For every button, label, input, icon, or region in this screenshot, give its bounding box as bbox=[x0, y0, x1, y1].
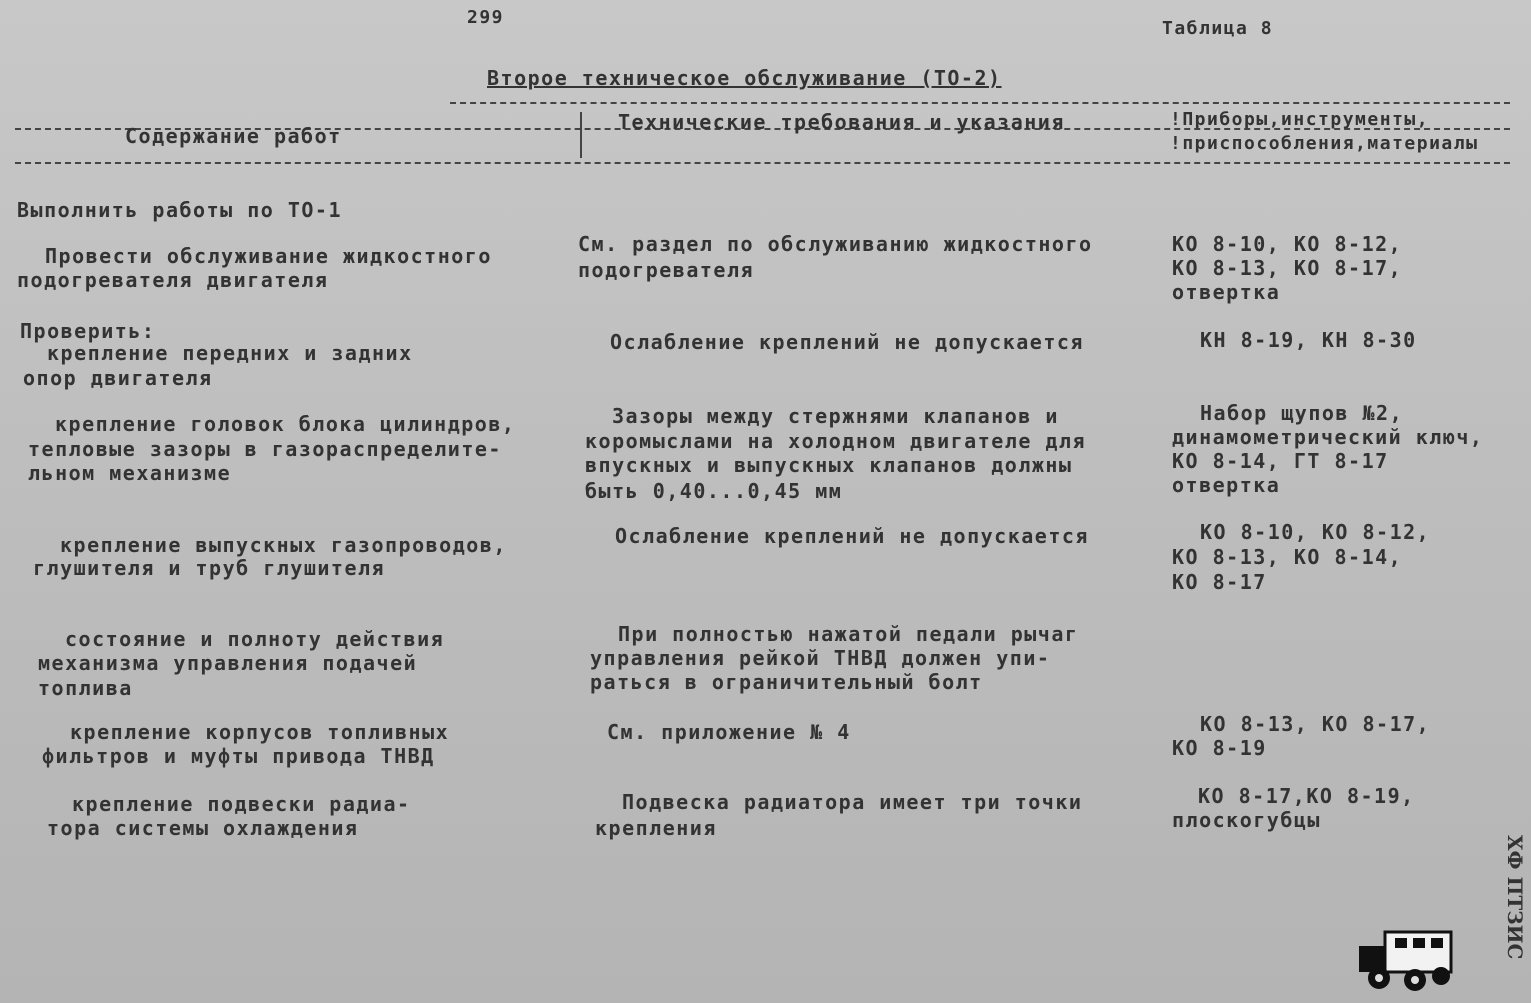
row-req-line: впускных и выпускных клапанов должны bbox=[585, 453, 1073, 477]
row-tools-line: КО 8-14, ГТ 8-17 bbox=[1172, 449, 1389, 473]
row-work-line: глушителя и труб глушителя bbox=[33, 556, 386, 580]
row-tools-line: КН 8-19, КН 8-30 bbox=[1200, 328, 1417, 352]
row-tools-line: плоскогубцы bbox=[1172, 808, 1321, 832]
header-col-tools-2: !приспособления,материалы bbox=[1170, 133, 1479, 154]
row-tools-line: КО 8-13, КО 8-17, bbox=[1200, 712, 1431, 736]
row-work-line: крепление корпусов топливных bbox=[70, 720, 450, 744]
row-heading: Проверить: bbox=[20, 319, 156, 343]
row-work-line: тепловые зазоры в газораспределите- bbox=[28, 437, 502, 461]
row-tools-line: КО 8-10, КО 8-12, bbox=[1200, 520, 1431, 544]
row-work-line: опор двигателя bbox=[23, 366, 213, 390]
row-req-line: раться в ограничительный болт bbox=[590, 670, 983, 694]
row-tools-line: КО 8-13, КО 8-14, bbox=[1172, 545, 1403, 569]
row-req-line: Зазоры между стержнями клапанов и bbox=[612, 404, 1059, 428]
page-number: 299 bbox=[467, 7, 505, 28]
truck-stamp-icon bbox=[1355, 918, 1465, 1000]
row-work-line: подогревателя двигателя bbox=[17, 268, 329, 292]
header-col-work: Содержание работ bbox=[125, 124, 342, 148]
row-tools-line: КО 8-10, КО 8-12, bbox=[1172, 232, 1403, 256]
table-label: Таблица 8 bbox=[1162, 18, 1274, 39]
row-req-line: Подвеска радиатора имеет три точки bbox=[622, 790, 1083, 814]
row-req-line: быть 0,40...0,45 мм bbox=[585, 479, 843, 503]
row-work-line: льном механизме bbox=[28, 461, 232, 485]
header-col-tools-1: !Приборы,инструменты, bbox=[1170, 109, 1430, 130]
page-title: Второе техническое обслуживание (ТО-2) bbox=[487, 66, 1002, 90]
row-req-line: При полностью нажатой педали рычаг bbox=[618, 622, 1079, 646]
section-intro: Выполнить работы по ТО-1 bbox=[17, 198, 342, 222]
row-tools-line: КО 8-13, КО 8-17, bbox=[1172, 256, 1403, 280]
row-work-line: состояние и полноту действия bbox=[65, 627, 445, 651]
row-tools-line: отвертка bbox=[1172, 280, 1281, 304]
row-req-line: Ослабление креплений не допускается bbox=[610, 330, 1084, 354]
row-req-line: подогревателя bbox=[578, 258, 755, 282]
row-req-line: См. приложение № 4 bbox=[607, 720, 851, 744]
margin-note: ХФ ПТЗИС bbox=[1503, 835, 1527, 960]
row-tools-line: КО 8-17,КО 8-19, bbox=[1198, 784, 1415, 808]
row-work-line: крепление головок блока цилиндров, bbox=[55, 412, 516, 436]
row-work-line: тора системы охлаждения bbox=[47, 816, 359, 840]
row-req-line: крепления bbox=[595, 816, 717, 840]
row-req-line: Ослабление креплений не допускается bbox=[615, 524, 1089, 548]
row-req-line: управления рейкой ТНВД должен упи- bbox=[590, 646, 1051, 670]
row-work-line: Провести обслуживание жидкостного bbox=[45, 244, 492, 268]
row-req-line: См. раздел по обслуживанию жидкостного bbox=[578, 232, 1093, 256]
row-req-line: коромыслами на холодном двигателе для bbox=[585, 429, 1087, 453]
row-work-line: крепление передних и задних bbox=[47, 341, 413, 365]
header-bottom-rule bbox=[15, 162, 1510, 164]
row-work-line: фильтров и муфты привода ТНВД bbox=[42, 744, 435, 768]
row-tools-line: КО 8-19 bbox=[1172, 736, 1267, 760]
row-tools-line: КО 8-17 bbox=[1172, 570, 1267, 594]
row-tools-line: динамометрический ключ, bbox=[1172, 425, 1484, 449]
row-tools-line: Набор щупов №2, bbox=[1200, 401, 1404, 425]
row-work-line: топлива bbox=[38, 676, 133, 700]
row-work-line: механизма управления подачей bbox=[38, 651, 418, 675]
header-col-requirements: Технические требования и указания bbox=[618, 110, 1065, 134]
row-tools-line: отвертка bbox=[1172, 473, 1281, 497]
row-work-line: крепление подвески радиа- bbox=[72, 792, 411, 816]
row-work-line: крепление выпускных газопроводов, bbox=[60, 533, 507, 557]
header-upper-rule bbox=[450, 102, 1510, 104]
column-divider bbox=[580, 112, 582, 158]
